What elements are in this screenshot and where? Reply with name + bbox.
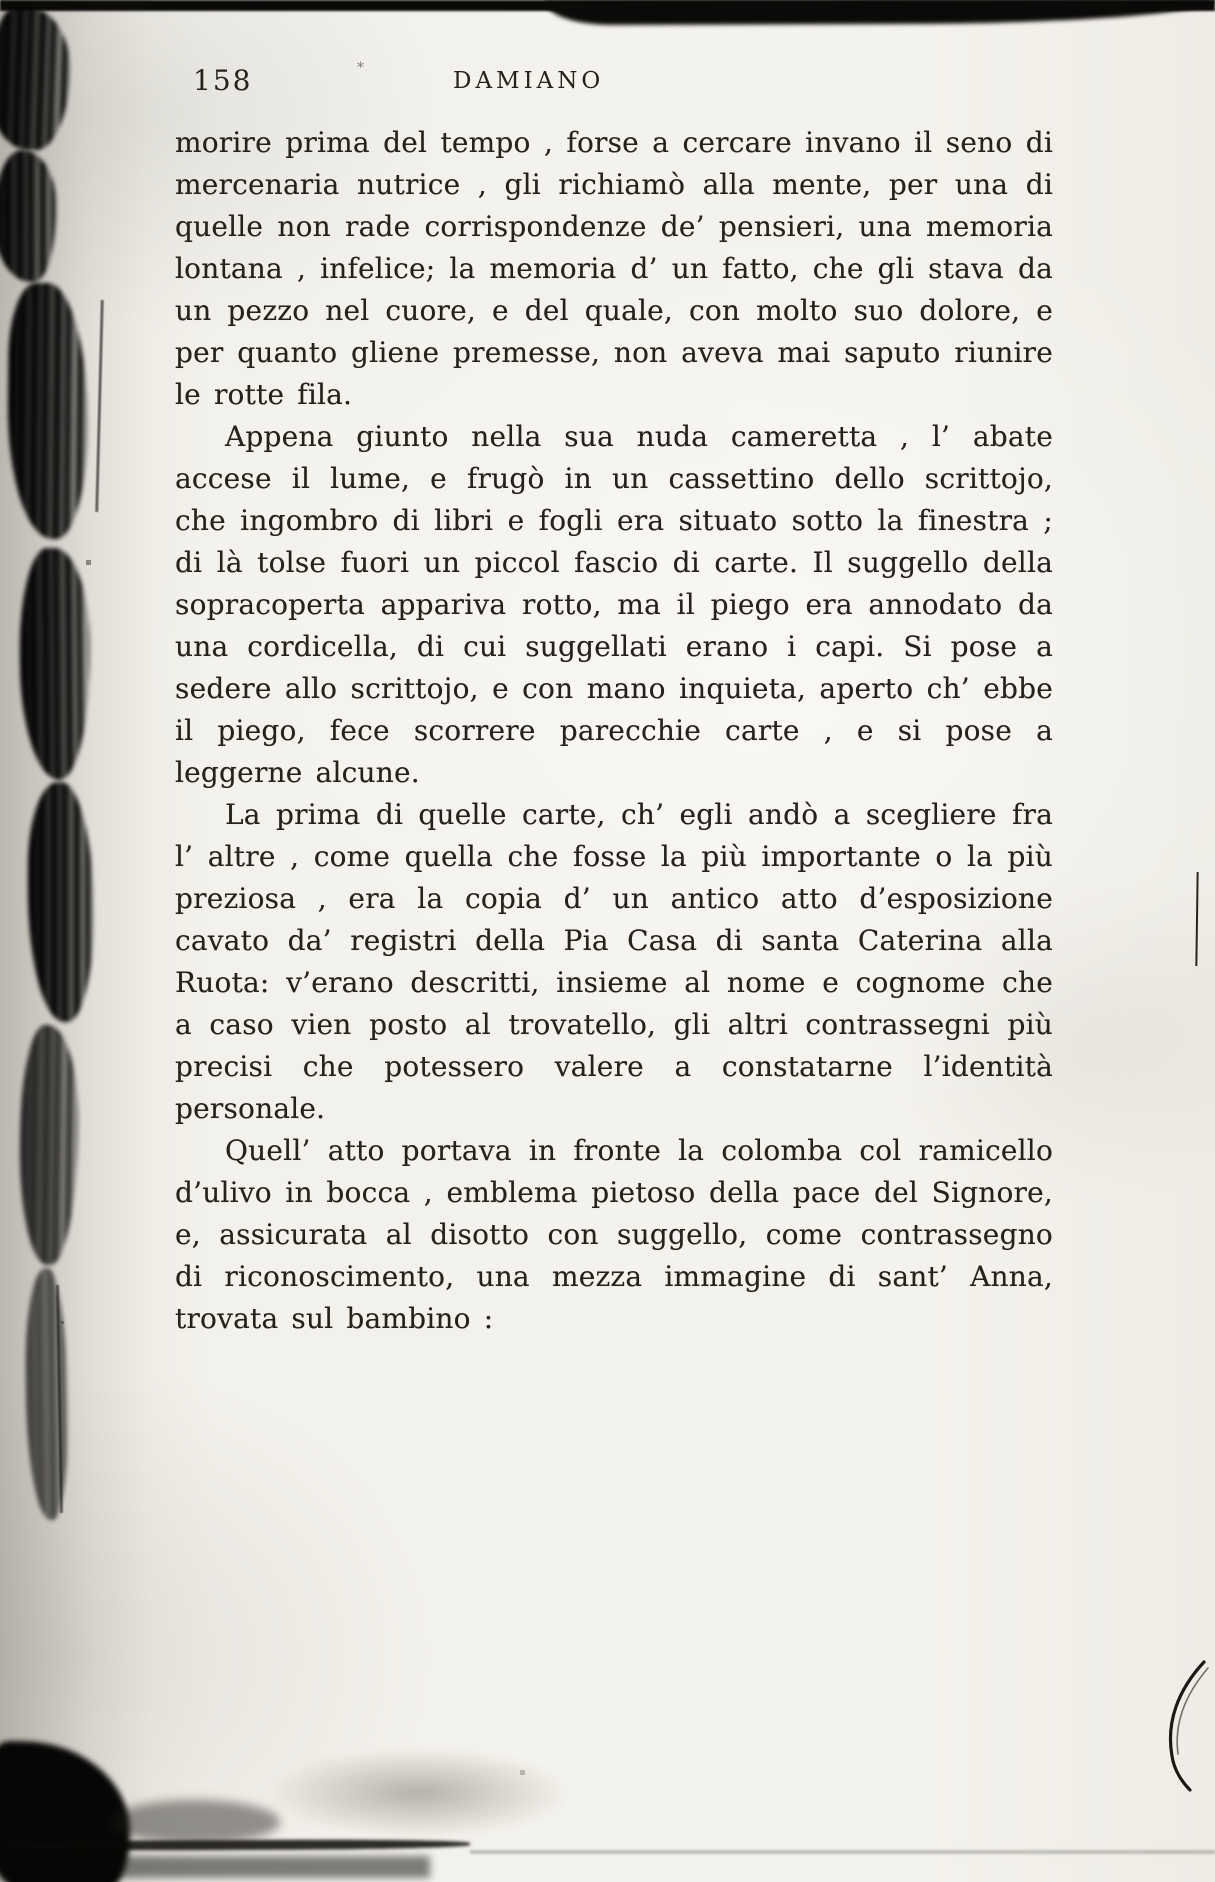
top-scan-edge-band	[0, 0, 1215, 11]
bottom-left-corner-blotch	[0, 1740, 132, 1882]
page-text-block	[175, 60, 1053, 1340]
paragraph: morire prima del tempo , forse a cercare invano il seno di mercenaria nutrice , gli richiamò alla mente, per una di quelle non rade corrispondenze de’ pensieri, una memoria lontana , infelice; la memoria d’ un fatto, che gli stava da un pezzo nel cuore, e del quale, con molto suo dolore, e per quanto gliene premesse, non aveva mai saputo riunire le rotte fila.	[175, 126, 1053, 411]
body-text	[175, 122, 1053, 1340]
bottom-edge-shadow	[0, 1856, 430, 1878]
ink-hairline	[56, 1285, 63, 1513]
header-ornament: *	[357, 60, 364, 76]
paragraph: Appena giunto nella sua nuda cameretta , l’ abate accese il lume, e frugò in un cassettino dello scrittojo, che ingombro di libri e fogli era situato sotto la finestra ; di là tolse fuori un piccol fascio di carte. Il suggello della sopracoperta appariva rotto, ma il piego era annodato da una cordicella, di cui suggellati erano i capi. Si pose a sedere allo scrittojo, e con mano inquieta, aperto ch’ ebbe il piego, fece scorrere parecchie carte , e si pose a leggerne alcune.	[175, 420, 1053, 789]
ink-blotch	[28, 782, 94, 1022]
bottom-smudge	[268, 1748, 568, 1838]
page-number: 158	[193, 64, 253, 97]
paper-speckles	[0, 0, 1, 1]
page-header	[175, 60, 1053, 114]
paragraph: La prima di quelle carte, ch’ egli andò a scegliere fra l’ altre , come quella che fosse la più importante o la più preziosa , era la copia d’ un antico atto d’esposizione cavato da’ registri della Pia Casa di santa Caterina alla Ruota: v’erano descritti, insieme al nome e cognome che a caso vien posto al trovatello, gli altri contrassegni più precisi che potessero valere a constatarne l’identità personale.	[175, 798, 1053, 1125]
bottom-edge-line-faint	[470, 1850, 1215, 1854]
bottom-smudge	[110, 1800, 280, 1844]
ink-blotch	[0, 7, 72, 152]
top-scan-edge-band-right	[545, 0, 1215, 25]
ink-blotch	[0, 150, 56, 282]
bottom-edge-line	[0, 1839, 470, 1851]
ink-blotch	[18, 1025, 79, 1266]
ink-blotch	[24, 1268, 69, 1520]
ink-hairline	[95, 300, 104, 512]
ink-blotch	[19, 548, 91, 781]
running-title: DAMIANO	[453, 68, 605, 94]
binding-shadow	[0, 0, 150, 1882]
paragraph: Quell’ atto portava in fronte la colomba col ramicello d’ulivo in bocca , emblema pietoso della pace del Signore, e, assicurata al disotto con suggello, come contrassegno di riconoscimento, una mezza immagine di sant’ Anna, trovata sul bambino :	[175, 1134, 1053, 1335]
pen-stroke-mark	[1158, 1658, 1214, 1794]
ink-blotch	[7, 283, 90, 540]
right-edge-hairline	[1195, 872, 1198, 966]
